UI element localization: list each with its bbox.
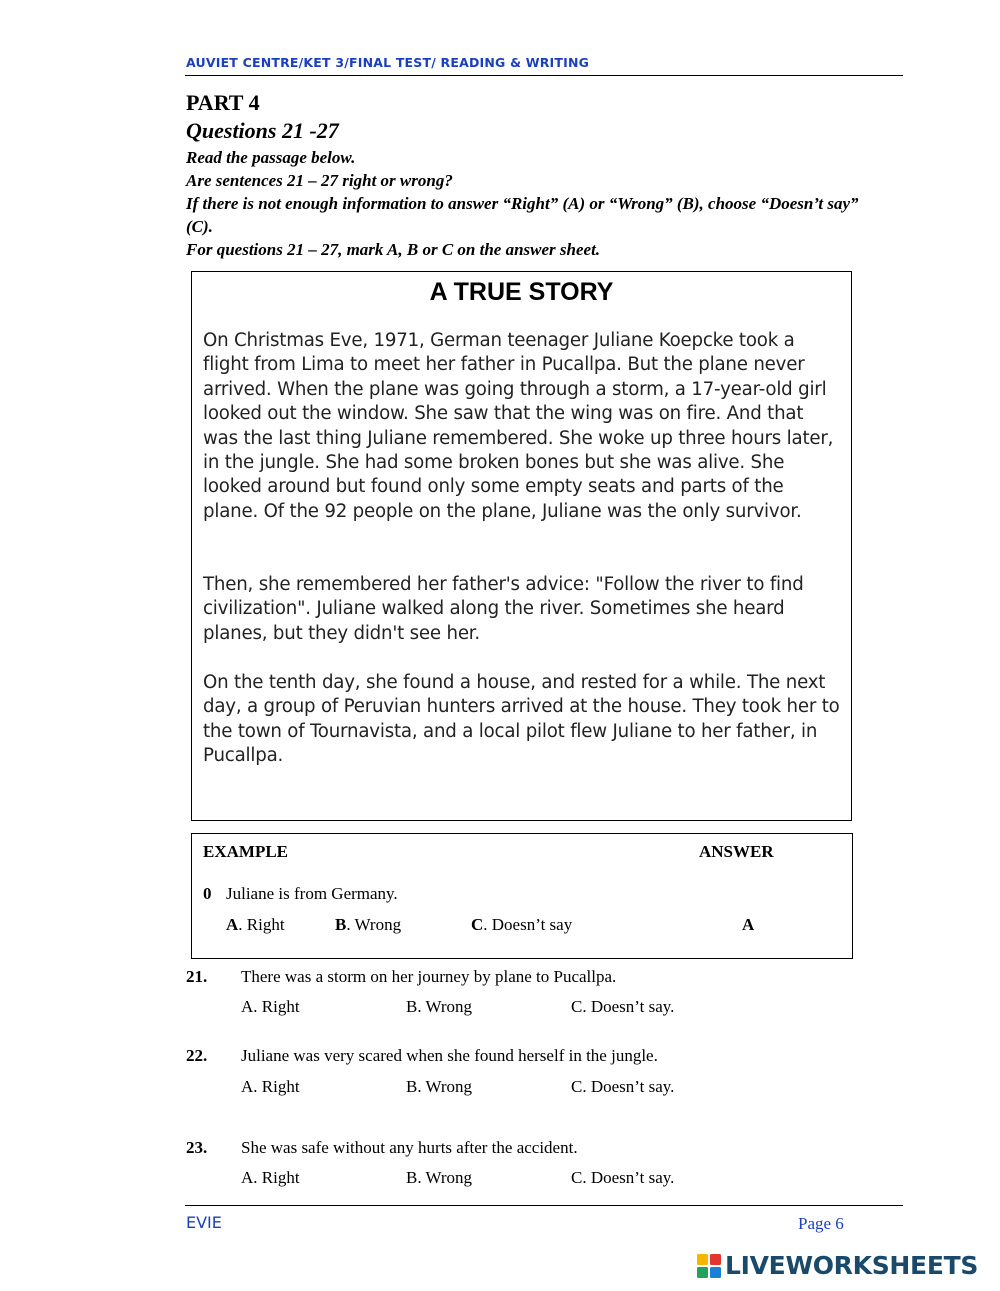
option-c[interactable]: C. Doesn’t say. bbox=[571, 997, 675, 1016]
example-option-c: C. Doesn’t say bbox=[471, 915, 573, 934]
option-c[interactable]: C. Doesn’t say. bbox=[571, 1077, 675, 1096]
option-b[interactable]: B. Wrong bbox=[406, 1077, 473, 1096]
option-a[interactable]: A. Right bbox=[241, 997, 300, 1016]
example-answer: A bbox=[742, 915, 755, 934]
header-divider bbox=[185, 75, 903, 76]
story-paragraph: On the tenth day, she found a house, and rested for a while. The next day, a group of Peruvian hunters arrived at the house. They took her to the town of Tournavista, and a local pilot flew Juliane to her father, in Pucallpa. bbox=[203, 672, 840, 767]
example-box bbox=[191, 833, 853, 959]
document-header: AUVIET CENTRE/KET 3/FINAL TEST/ READING & WRITING bbox=[186, 55, 590, 70]
story-box bbox=[191, 271, 852, 821]
instruction-line: Read the passage below. bbox=[186, 148, 356, 167]
question-number: 23. bbox=[186, 1138, 208, 1157]
option-a[interactable]: A. Right bbox=[241, 1077, 300, 1096]
footer-divider bbox=[185, 1205, 903, 1206]
example-option-a: A. Right bbox=[226, 915, 285, 934]
page-number: Page 6 bbox=[798, 1214, 844, 1233]
example-number: 0 bbox=[203, 884, 212, 903]
story-title: A TRUE STORY bbox=[429, 278, 614, 306]
option-b[interactable]: B. Wrong bbox=[406, 1168, 473, 1187]
example-label: EXAMPLE bbox=[203, 842, 288, 861]
story-paragraph: On Christmas Eve, 1971, German teenager Juliane Koepcke took a flight from Lima to meet her father in Pucallpa. But the plane never arrived. When the plane was going through a storm, a 17-year-old girl looked out the window. She saw that the wing was on fire. And that was the last thing Juliane remembered. She woke up three hours later, in the jungle. She had some broken bones but she was alive. She looked around but found only some empty seats and parts of the plane. Of the 92 people on the plane, Juliane was the only survivor. bbox=[203, 330, 834, 522]
instruction-line: Are sentences 21 – 27 right or wrong? bbox=[186, 171, 453, 190]
liveworksheets-brand[interactable] bbox=[697, 1251, 979, 1283]
instruction-line: If there is not enough information to answer “Right” (A) or “Wrong” (B), choose “Doesn’t say” (C). bbox=[186, 194, 859, 236]
example-sentence: Juliane is from Germany. bbox=[226, 884, 398, 903]
question-text: Juliane was very scared when she found herself in the jungle. bbox=[241, 1046, 658, 1065]
option-b[interactable]: B. Wrong bbox=[406, 997, 473, 1016]
option-a[interactable]: A. Right bbox=[241, 1168, 300, 1187]
instruction-line: For questions 21 – 27, mark A, B or C on the answer sheet. bbox=[186, 240, 601, 259]
question-text: There was a storm on her journey by plane to Pucallpa. bbox=[241, 967, 617, 986]
example-option-b: B. Wrong bbox=[335, 915, 402, 934]
question-number: 22. bbox=[186, 1046, 208, 1065]
option-c[interactable]: C. Doesn’t say. bbox=[571, 1168, 675, 1187]
footer-author: EVIE bbox=[186, 1213, 222, 1232]
part-heading: PART 4 bbox=[186, 90, 260, 115]
liveworksheets-logo-icon bbox=[697, 1254, 721, 1278]
brand-name: LIVEWORKSHEETS bbox=[725, 1251, 979, 1280]
answer-label: ANSWER bbox=[699, 842, 774, 861]
question-number: 21. bbox=[186, 967, 208, 986]
story-paragraph: Then, she remembered her father's advice: "Follow the river to find civilization". Juliane walked along the river. Sometimes she heard planes, but they didn't see her. bbox=[203, 574, 804, 644]
question-text: She was safe without any hurts after the accident. bbox=[241, 1138, 578, 1157]
questions-range: Questions 21 -27 bbox=[186, 118, 339, 143]
